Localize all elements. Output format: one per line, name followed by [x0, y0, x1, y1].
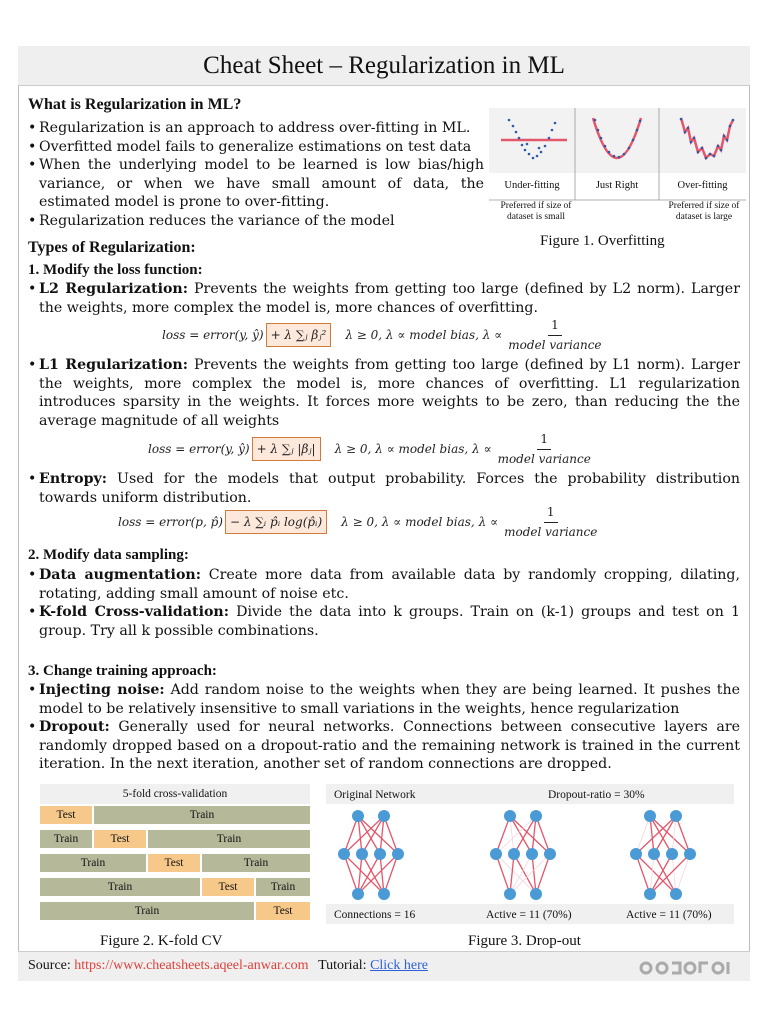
kfold-cell-train: Train: [40, 854, 146, 872]
kfold-cell-test: Test: [94, 830, 146, 848]
l1-penalty-highlight: + λ ∑ⱼ |βⱼ|: [252, 437, 321, 462]
connections-label: Connections = 16: [334, 909, 416, 921]
l1-name: L1 Regularization:: [39, 357, 188, 373]
kfold-cell-train: Train: [40, 830, 92, 848]
network-edge: [384, 854, 398, 894]
network-edge: [676, 854, 690, 894]
network-edge: [496, 854, 510, 894]
l2-penalty-highlight: + λ ∑ⱼ βⱼ²: [266, 323, 332, 348]
dropout-ratio-label: Dropout-ratio = 30%: [548, 789, 645, 801]
what-item: • Regularization is an approach to address over-fitting in ML.: [28, 119, 484, 138]
label-overfitting: Over-fitting: [677, 180, 728, 191]
network-edge: [384, 816, 398, 854]
network-node: [504, 888, 516, 900]
l1-formula: loss = error(y, ŷ) + λ ∑ⱼ |βⱼ| λ ≥ 0, λ ∝ model bias, λ ∝ $\frac{1}{\text{model variance}}$: [148, 431, 591, 466]
network-node: [490, 848, 502, 860]
types-heading: Types of Regularization:: [28, 239, 196, 256]
network-node: [356, 848, 368, 860]
section1-heading: 1. Modify the loss function:: [28, 262, 203, 278]
label-justright: Just Right: [595, 180, 639, 191]
network-node: [392, 848, 404, 860]
network-node: [526, 848, 538, 860]
in-text: Add random noise to the weights when they are being learned. It pushes the model to be relatively insensitive to small variations in the weights, hence regularization: [39, 682, 740, 717]
l2-text: Prevents the weights from getting too large (defined by L2 norm). Larger the weights, more complex the model is, more chances of overfitting.: [39, 281, 740, 316]
dropout-network-1: [490, 810, 556, 900]
what-heading: What is Regularization in ML?: [28, 96, 242, 113]
footer: [18, 951, 750, 981]
entropy-text: Used for the models that output probability. Forces the probability distribution towards uniform distribution.: [39, 471, 740, 506]
kfold-cell-train: Train: [148, 830, 310, 848]
section2-heading: 2. Modify data sampling:: [28, 547, 189, 563]
figure2-caption: Figure 2. K-fold CV: [100, 933, 223, 949]
active-label-2: Active = 11 (70%): [626, 909, 712, 921]
what-item: • When the underlying model to be learned is low bias/high variance, or when we have small amount of data, the estimated model is prone to over-fitting.: [28, 156, 484, 212]
network-node: [670, 810, 682, 822]
entropy-formula: loss = error(p, p̂) − λ ∑ᵢ p̂ᵢ log(p̂ᵢ) λ ≥ 0, λ ∝ model bias, λ ∝ $\frac{1}{\text{model variance}}$: [118, 504, 598, 539]
kfold-cell-train: Train: [40, 902, 254, 920]
source-label: Source:: [28, 958, 71, 973]
network-node: [508, 848, 520, 860]
network-edge: [676, 816, 690, 854]
network-node: [644, 888, 656, 900]
l2-item: [28, 280, 740, 317]
kfold-cell-test: Test: [256, 902, 310, 920]
dropout-network-2: [630, 810, 696, 900]
entropy-name: Entropy:: [39, 471, 108, 487]
kfold-cell-test: Test: [148, 854, 200, 872]
what-item: • Overfitted model fails to generalize estimations on test data: [28, 138, 484, 157]
l1-text: Prevents the weights from getting too large (defined by L1 norm). Larger the weights, more complex the model is, more chances of overfitting. L1 regularization introduces sparsity in the weights. It forces more weights to be zero, than reducing the the average magnitude of all weights: [39, 357, 740, 429]
network-edge: [344, 854, 358, 894]
entropy-item: [28, 470, 740, 507]
in-name: Injecting noise:: [39, 682, 165, 698]
tutorial-label: Tutorial:: [318, 958, 367, 973]
network-node: [644, 810, 656, 822]
network-edge: [536, 854, 550, 894]
l1-item: [28, 356, 740, 430]
kfold-cell-train: Train: [202, 854, 310, 872]
network-node: [352, 888, 364, 900]
network-node: [378, 888, 390, 900]
entropy-penalty-highlight: − λ ∑ᵢ p̂ᵢ log(p̂ᵢ): [225, 510, 327, 535]
kfold-grid: [40, 806, 310, 926]
original-network: [338, 810, 404, 900]
do-text: Generally used for neural networks. Connections between consecutive layers are randomly dropped based on a dropout-ratio and the remaining network is trained in the current iteration. In the next iteration, another set of random connections are dropped.: [39, 719, 740, 773]
network-node: [530, 810, 542, 822]
network-node: [670, 888, 682, 900]
do-name: Dropout:: [39, 719, 110, 736]
network-edge: [496, 816, 510, 854]
l2-formula: loss = error(y, ŷ) + λ ∑ⱼ βⱼ² λ ≥ 0, λ ∝ model bias, λ ∝ $\frac{1}{\text{model variance}}$: [162, 317, 602, 352]
network-edge: [344, 816, 358, 854]
dropout-networks: [326, 804, 734, 904]
sampling-list: [28, 566, 740, 640]
page-title: Cheat Sheet – Regularization in ML: [203, 52, 565, 79]
original-network-label: Original Network: [334, 789, 416, 801]
figure3-caption: Figure 3. Drop-out: [468, 933, 581, 949]
active-label-1: Active = 11 (70%): [486, 909, 572, 921]
network-node: [530, 888, 542, 900]
figure1-caption: Figure 1. Overfitting: [540, 233, 665, 249]
kf-text: Divide the data into k groups. Train on (k-1) groups and test on 1 group. Try all k possible combinations.: [39, 604, 740, 639]
pref-large: Preferred if size of dataset is large: [668, 201, 740, 222]
network-node: [378, 810, 390, 822]
figure-overfitting: [489, 108, 746, 228]
network-node: [352, 810, 364, 822]
what-list: [28, 119, 484, 231]
network-node: [648, 848, 660, 860]
da-name: Data augmentation:: [39, 567, 201, 583]
section3-heading: 3. Change training approach:: [28, 663, 217, 679]
network-node: [630, 848, 642, 860]
network-node: [338, 848, 350, 860]
network-edge: [636, 854, 650, 894]
source-link[interactable]: https://www.cheatsheets.aqeel-anwar.com: [74, 958, 309, 973]
what-item: • Regularization reduces the variance of the model: [28, 212, 484, 231]
network-node: [504, 810, 516, 822]
dropout-figure: [326, 784, 734, 928]
tutorial-link[interactable]: Click here: [370, 958, 428, 973]
pref-small: Preferred if size of dataset is small: [500, 201, 572, 222]
kf-name: K-fold Cross-validation:: [39, 604, 229, 621]
title-bar: [18, 46, 750, 86]
kfold-cell-train: Train: [40, 878, 200, 896]
aqeel-anwar-logo: [638, 956, 738, 978]
network-node: [544, 848, 556, 860]
training-list: [28, 681, 740, 774]
kfold-cell-train: Train: [256, 878, 310, 896]
network-edge: [636, 816, 650, 854]
network-node: [374, 848, 386, 860]
kfold-cell-test: Test: [40, 806, 92, 824]
network-node: [684, 848, 696, 860]
da-text: Create more data from available data by randomly cropping, dilating, rotating, adding small amount of noise etc.: [39, 567, 740, 602]
kfold-cell-train: Train: [94, 806, 310, 824]
network-node: [666, 848, 678, 860]
network-edge: [536, 816, 550, 854]
l2-name: L2 Regularization:: [39, 281, 188, 297]
label-underfitting: Under-fitting: [504, 180, 560, 191]
kfold-title: 5-fold cross-validation: [40, 784, 310, 804]
kfold-cell-test: Test: [202, 878, 254, 896]
